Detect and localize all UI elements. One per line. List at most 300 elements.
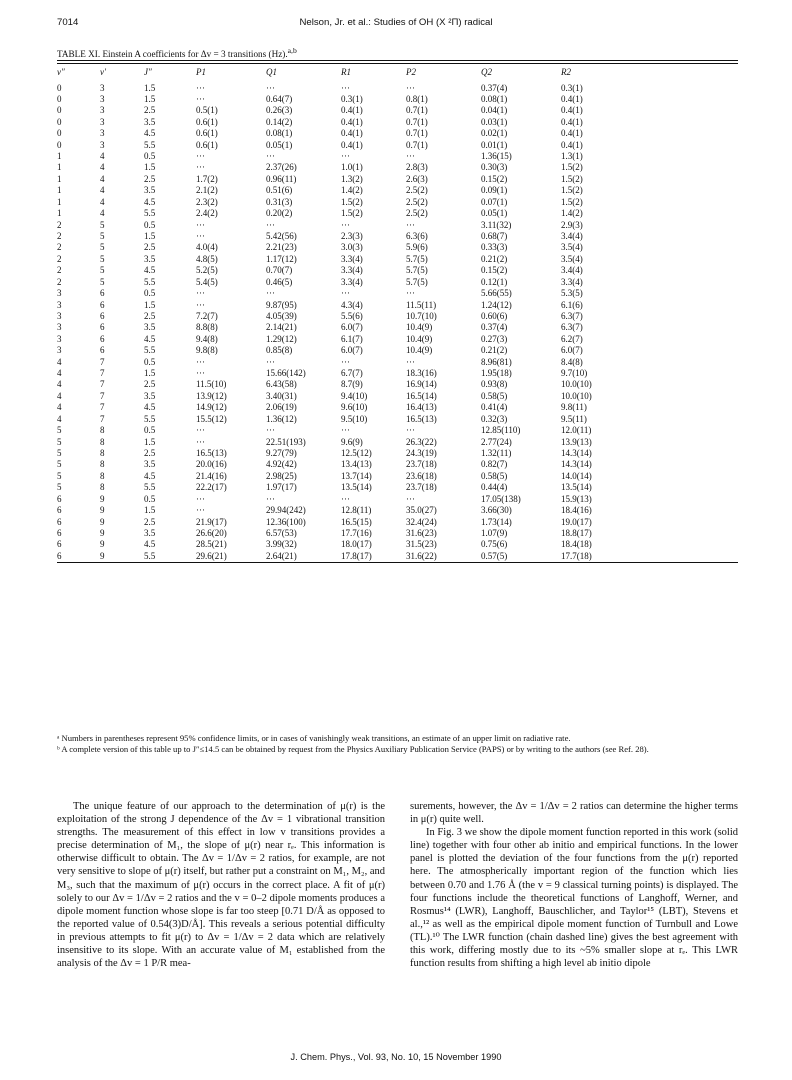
table-cell: 2.64(21) bbox=[266, 550, 297, 561]
table-cell: 22.51(193) bbox=[266, 436, 306, 447]
table-cell: 26.6(20) bbox=[196, 527, 227, 538]
table bbox=[57, 64, 738, 563]
table-cell: 5.7(5) bbox=[406, 265, 428, 276]
table-cell: 1.5(2) bbox=[341, 196, 363, 207]
table-cell: 9.4(8) bbox=[196, 333, 218, 344]
table-cell: 5 bbox=[57, 470, 62, 481]
table-cell: 1.5(2) bbox=[561, 196, 583, 207]
table-row bbox=[57, 345, 738, 356]
table-cell: 8 bbox=[100, 482, 105, 493]
table-cell: 0.70(7) bbox=[266, 265, 293, 276]
table-cell: 0.12(1) bbox=[481, 276, 508, 287]
table-cell: 3 bbox=[100, 82, 105, 93]
table-cell: 5 bbox=[100, 276, 105, 287]
table-cell: 20.0(16) bbox=[196, 459, 227, 470]
col-header-r1: R1 bbox=[341, 67, 351, 77]
table-cell: 1 bbox=[57, 162, 62, 173]
table-cell: 1 bbox=[57, 208, 62, 219]
table-cell: 4 bbox=[57, 413, 62, 424]
table-cell: 11.5(10) bbox=[196, 379, 227, 390]
table-cell: 0.3(1) bbox=[341, 93, 363, 104]
table-cell: 18.8(17) bbox=[561, 527, 592, 538]
table-cell: 6.1(7) bbox=[341, 333, 363, 344]
table-cell: 15.5(12) bbox=[196, 413, 227, 424]
table-cell: 5.4(5) bbox=[196, 276, 218, 287]
table-cell: 3.4(4) bbox=[561, 265, 583, 276]
table-cell: 4.5 bbox=[144, 470, 156, 481]
table-cell: ··· bbox=[341, 151, 350, 162]
table-caption-mark: a,b bbox=[287, 46, 297, 55]
table-cell: 0 bbox=[57, 82, 62, 93]
journal-footer: J. Chem. Phys., Vol. 93, No. 10, 15 November 1990 bbox=[290, 1052, 502, 1062]
table-caption-text: TABLE XI. Einstein A coefficients for Δv = 3 transitions (Hz). bbox=[57, 49, 288, 60]
table-cell: 1.95(18) bbox=[481, 368, 512, 379]
table-cell: 0.7(1) bbox=[406, 105, 428, 116]
table-cell: 23.7(18) bbox=[406, 482, 437, 493]
table-cell: 0.6(1) bbox=[196, 128, 218, 139]
table-cell: 4.0(4) bbox=[196, 242, 218, 253]
table-cell: 5.3(5) bbox=[561, 288, 583, 299]
table-row bbox=[57, 185, 738, 196]
col-header-r2: R2 bbox=[561, 67, 571, 77]
table-cell: 16.5(13) bbox=[406, 413, 437, 424]
table-cell: 26.3(22) bbox=[406, 436, 437, 447]
table-cell: 1.5(2) bbox=[561, 185, 583, 196]
table-cell: 12.8(11) bbox=[341, 505, 372, 516]
table-cell: 2.5 bbox=[144, 448, 156, 458]
table-cell: 0.04(1) bbox=[481, 105, 508, 116]
table-cell: 0.68(7) bbox=[481, 230, 508, 241]
table-cell: 0.7(1) bbox=[406, 139, 428, 150]
table-cell: 0.14(2) bbox=[266, 116, 293, 127]
table-cell: 2 bbox=[57, 242, 62, 253]
table-cell: 3.5(4) bbox=[561, 253, 583, 264]
table-cell: 18.0(17) bbox=[341, 539, 372, 550]
table-row bbox=[57, 117, 738, 128]
table-cell: ··· bbox=[406, 493, 415, 504]
table-row bbox=[57, 140, 738, 151]
table-cell: 8.96(81) bbox=[481, 356, 512, 367]
table-cell: 12.36(100) bbox=[266, 516, 306, 527]
table-cell: 5.5(6) bbox=[341, 310, 363, 321]
einstein-coefficient-table bbox=[57, 60, 738, 563]
table-cell: ··· bbox=[196, 93, 205, 104]
table-row bbox=[57, 528, 738, 539]
table-cell: 4 bbox=[57, 356, 62, 367]
table-cell: 3.5(4) bbox=[561, 242, 583, 253]
table-cell: 2.98(25) bbox=[266, 470, 297, 481]
table-cell: 5 bbox=[57, 482, 62, 493]
table-row bbox=[57, 402, 738, 413]
table-cell: 3 bbox=[57, 310, 62, 321]
table-cell: 0.4(1) bbox=[561, 116, 583, 127]
running-header bbox=[57, 17, 735, 31]
table-cell: 3 bbox=[100, 116, 105, 127]
table-cell: 5 bbox=[57, 459, 62, 470]
table-cell: 9 bbox=[100, 550, 105, 561]
table-cell: 4 bbox=[100, 173, 105, 184]
table-cell: 9.6(10) bbox=[341, 402, 368, 413]
table-cell: 3.5 bbox=[144, 459, 156, 470]
table-row bbox=[57, 425, 738, 436]
table-cell: 3.4(4) bbox=[561, 230, 583, 241]
table-cell: 0 bbox=[57, 105, 62, 116]
table-cell: 3.5 bbox=[144, 185, 156, 196]
table-cell: 4.3(4) bbox=[341, 299, 363, 310]
table-cell: 2.5(2) bbox=[406, 185, 428, 196]
table-cell: ··· bbox=[266, 425, 275, 436]
table-cell: 0 bbox=[57, 128, 62, 139]
table-cell: 0.58(5) bbox=[481, 470, 508, 481]
table-cell: 8 bbox=[100, 459, 105, 470]
table-cell: 5.5 bbox=[144, 276, 156, 287]
table-row bbox=[57, 220, 738, 231]
table-cell: 17.7(16) bbox=[341, 527, 372, 538]
table-cell: 7 bbox=[100, 413, 105, 424]
table-row bbox=[57, 277, 738, 288]
table-row bbox=[57, 105, 738, 116]
table-cell: ··· bbox=[266, 288, 275, 299]
table-cell: 5.66(55) bbox=[481, 288, 512, 299]
table-cell: 9.7(10) bbox=[561, 368, 588, 379]
table-cell: 0.4(1) bbox=[341, 128, 363, 139]
table-cell: 4.5 bbox=[144, 333, 156, 344]
table-cell: 4 bbox=[100, 208, 105, 219]
table-cell: 28.5(21) bbox=[196, 539, 227, 550]
body-column-left bbox=[57, 800, 385, 970]
table-cell: 18.4(18) bbox=[561, 539, 592, 550]
table-cell: 1.5 bbox=[144, 93, 156, 104]
table-cell: 1 bbox=[57, 185, 62, 196]
table-cell: 2.5 bbox=[144, 105, 156, 116]
table-cell: 11.5(11) bbox=[406, 299, 437, 310]
table-cell: 19.0(17) bbox=[561, 516, 592, 527]
table-row bbox=[57, 517, 738, 528]
table-cell: 22.2(17) bbox=[196, 482, 227, 493]
table-cell: ··· bbox=[196, 162, 205, 173]
table-cell: 6.7(7) bbox=[341, 368, 363, 379]
table-cell: 0.4(1) bbox=[561, 93, 583, 104]
table-row bbox=[57, 254, 738, 265]
table-cell: 1.73(14) bbox=[481, 516, 512, 527]
table-cell: ··· bbox=[406, 82, 415, 93]
table-cell: 1.4(2) bbox=[561, 208, 583, 219]
body-column-right bbox=[410, 800, 738, 970]
table-cell: 12.5(12) bbox=[341, 448, 372, 458]
table-cell: 8 bbox=[100, 448, 105, 458]
table-cell: 16.5(14) bbox=[406, 390, 437, 401]
table-cell: 0.7(1) bbox=[406, 128, 428, 139]
table-cell: 2.14(21) bbox=[266, 322, 297, 333]
table-row bbox=[57, 311, 738, 322]
table-cell: 23.6(18) bbox=[406, 470, 437, 481]
table-cell: 18.3(16) bbox=[406, 368, 437, 379]
table-cell: 13.5(14) bbox=[561, 482, 592, 493]
col-header-v-lower: v″ bbox=[57, 67, 65, 77]
table-cell: 17.7(18) bbox=[561, 550, 592, 561]
table-cell: 14.3(14) bbox=[561, 459, 592, 470]
table-cell: 5 bbox=[57, 425, 62, 436]
body-paragraph: surements, however, the Δv = 1/Δv = 2 ratios can determine the higher terms in μ(r) quite well. bbox=[410, 801, 738, 826]
table-cell: 5 bbox=[100, 230, 105, 241]
table-cell: 0.7(1) bbox=[406, 116, 428, 127]
table-cell: 2.3(2) bbox=[196, 196, 218, 207]
table-cell: 5.5 bbox=[144, 208, 156, 219]
table-cell: 1.5 bbox=[144, 505, 156, 516]
table-cell: 7 bbox=[100, 402, 105, 413]
table-cell: 4 bbox=[57, 379, 62, 390]
body-paragraph: The unique feature of our approach to the determination of μ(r) is the exploitation of the strong J dependence of the Δv = 1 vibrational transition strengths. The measurement of this effect in low v transitions provides a precise determination of M₁, the slope of μ(r) near rₑ. This information is otherwise difficult to obtain. The Δv = 1/Δv = 2 ratios, for example, are not very sensitive to slope of μ(r) itself, but rather put a constraint on M₁, M₂, and M₃, such that the maximum of μ(r) occurs in the correct place. A fit of μ(r) solely to our Δv = 1/Δv = 2 ratios and the v = 0–2 dipole moments produces a dipole moment function whose slope is far too steep [0.71 D/Å as opposed to the reported value of 0.54(3)D/Å]. This reveals a serious potential difficulty in previous attempts to fit μ(r) to Δv = 1/Δv = 2 data which are relatively insensitive to its slope. With an accurate value of M₁ established from the analysis of the Δv = 1 P/R mea- bbox=[57, 801, 385, 970]
table-cell: ··· bbox=[341, 288, 350, 299]
table-cell: 0.4(1) bbox=[561, 105, 583, 116]
table-cell: ··· bbox=[406, 219, 415, 230]
table-footnotes bbox=[57, 733, 738, 755]
table-cell: 1.5 bbox=[144, 368, 156, 379]
table-cell: ··· bbox=[196, 505, 205, 516]
table-cell: 13.4(13) bbox=[341, 459, 372, 470]
table-cell: 9 bbox=[100, 539, 105, 550]
table-cell: 1.5(2) bbox=[341, 208, 363, 219]
table-cell: 6 bbox=[100, 310, 105, 321]
table-cell: 0.15(2) bbox=[481, 173, 508, 184]
table-cell: 6 bbox=[100, 288, 105, 299]
table-cell: 6 bbox=[57, 493, 62, 504]
table-cell: 2.5(2) bbox=[406, 208, 428, 219]
table-cell: 4 bbox=[57, 390, 62, 401]
table-cell: 23.7(18) bbox=[406, 459, 437, 470]
table-cell: 4.5 bbox=[144, 539, 156, 550]
table-cell: ··· bbox=[196, 299, 205, 310]
table-cell: 18.4(16) bbox=[561, 505, 592, 516]
table-cell: 5.5 bbox=[144, 550, 156, 561]
table-cell: 0.5 bbox=[144, 356, 156, 367]
table-row bbox=[57, 414, 738, 425]
table-cell: 1.5 bbox=[144, 230, 156, 241]
table-cell: 0.08(1) bbox=[266, 128, 293, 139]
table-cell: 3.5 bbox=[144, 116, 156, 127]
table-cell: 13.7(14) bbox=[341, 470, 372, 481]
table-cell: 1.5(2) bbox=[561, 173, 583, 184]
table-cell: ··· bbox=[266, 493, 275, 504]
table-cell: 2.5 bbox=[144, 516, 156, 527]
table-cell: 31.6(23) bbox=[406, 527, 437, 538]
table-cell: ··· bbox=[196, 219, 205, 230]
table-cell: 0.05(1) bbox=[481, 208, 508, 219]
table-cell: 29.6(21) bbox=[196, 550, 227, 561]
table-cell: 6 bbox=[57, 527, 62, 538]
table-cell: 3 bbox=[57, 333, 62, 344]
table-cell: 0.41(4) bbox=[481, 402, 508, 413]
body-paragraph: In Fig. 3 we show the dipole moment function reported in this work (solid line) together with four other ab initio and empirical functions. In the lower panel is plotted the deviation of the four functions from the μ(r) reported here. The atmospherically important region of the function which lies between 0.70 and 1.76 Å (the v = 9 classical turning points) is displayed. The four functions include the theoretical functions of Langhoff, Werner, and Rosmus¹⁴ (LWR), Langhoff, Bauschlicher, and Taylor¹⁵ (LBT), Stevens et al.,¹² as well as the empirical dipole moment function of Turnbull and Lowe (TL).¹⁰ The LWR function (chain dashed line) gives the best agreement with this work, differing mostly due to its ~5% smaller slope at rₑ. This LWR function results from shifting a high level ab initio dipole bbox=[410, 827, 738, 970]
table-row bbox=[57, 368, 738, 379]
table-cell: 4 bbox=[100, 196, 105, 207]
table-cell: 2.5 bbox=[144, 242, 156, 253]
table-cell: 5 bbox=[57, 448, 62, 458]
table-cell: 9.8(11) bbox=[561, 402, 587, 413]
table-row bbox=[57, 482, 738, 493]
table-cell: 0.5 bbox=[144, 288, 156, 299]
table-cell: 4 bbox=[57, 402, 62, 413]
table-cell: 0.32(3) bbox=[481, 413, 508, 424]
table-cell: 1.24(12) bbox=[481, 299, 512, 310]
table-cell: 5.7(5) bbox=[406, 276, 428, 287]
table-cell: 0.5(1) bbox=[196, 105, 218, 116]
table-cell: 5 bbox=[100, 219, 105, 230]
table-cell: 7.2(7) bbox=[196, 310, 218, 321]
table-cell: ··· bbox=[196, 425, 205, 436]
col-header-j: J″ bbox=[144, 67, 152, 77]
table-row bbox=[57, 81, 738, 94]
table-cell: 2 bbox=[57, 230, 62, 241]
table-cell: 0.05(1) bbox=[266, 139, 293, 150]
table-cell: 5.9(6) bbox=[406, 242, 428, 253]
table-cell: 2.8(3) bbox=[406, 162, 428, 173]
table-cell: 32.4(24) bbox=[406, 516, 437, 527]
col-header-p1: P1 bbox=[196, 67, 206, 77]
table-cell: 0.8(1) bbox=[406, 93, 428, 104]
table-cell: 1.3(1) bbox=[561, 151, 583, 162]
table-row bbox=[57, 174, 738, 185]
table-cell: 0.75(6) bbox=[481, 539, 508, 550]
table-row bbox=[57, 357, 738, 368]
table-row bbox=[57, 391, 738, 402]
table-cell: 12.85(110) bbox=[481, 425, 521, 436]
table-row bbox=[57, 551, 738, 562]
table-row bbox=[57, 322, 738, 333]
table-cell: 9.5(11) bbox=[561, 413, 587, 424]
table-cell: 0.37(4) bbox=[481, 82, 508, 93]
table-cell: 0 bbox=[57, 93, 62, 104]
table-cell: 4 bbox=[100, 162, 105, 173]
table-cell: 12.0(11) bbox=[561, 425, 592, 436]
table-cell: 14.3(14) bbox=[561, 448, 592, 458]
table-cell: 6 bbox=[57, 550, 62, 561]
table-cell: ··· bbox=[266, 356, 275, 367]
table-cell: ··· bbox=[341, 82, 350, 93]
table-cell: 13.5(14) bbox=[341, 482, 372, 493]
table-cell: ··· bbox=[196, 230, 205, 241]
table-cell: 1.36(15) bbox=[481, 151, 512, 162]
table-cell: 0.08(1) bbox=[481, 93, 508, 104]
table-cell: 0.4(1) bbox=[561, 128, 583, 139]
table-cell: 1.97(17) bbox=[266, 482, 297, 493]
table-cell: 0.03(1) bbox=[481, 116, 508, 127]
table-cell: 8.4(8) bbox=[561, 356, 583, 367]
table-cell: 4 bbox=[57, 368, 62, 379]
table-cell: 3 bbox=[100, 105, 105, 116]
footnote-a: ᵃ Numbers in parentheses represent 95% confidence limits, or in cases of vanishingly weak transitions, an estimate of an upper limit on radiative rate. bbox=[57, 733, 571, 743]
table-cell: 0.27(3) bbox=[481, 333, 508, 344]
table-cell: ··· bbox=[341, 493, 350, 504]
table-cell: 6.0(7) bbox=[561, 345, 583, 356]
table-cell: 1.29(12) bbox=[266, 333, 297, 344]
table-cell: 0.96(11) bbox=[266, 173, 297, 184]
table-cell: ··· bbox=[341, 425, 350, 436]
table-cell: 3 bbox=[57, 299, 62, 310]
table-cell: 10.4(9) bbox=[406, 345, 433, 356]
table-cell: 2.4(2) bbox=[196, 208, 218, 219]
table-bottom-rule bbox=[57, 562, 738, 563]
table-cell: 3 bbox=[57, 322, 62, 333]
table-cell: 1.5 bbox=[144, 299, 156, 310]
table-cell: 8.7(9) bbox=[341, 379, 363, 390]
table-cell: 0.37(4) bbox=[481, 322, 508, 333]
table-cell: 13.9(13) bbox=[561, 436, 592, 447]
table-cell: 8.8(8) bbox=[196, 322, 218, 333]
table-cell: 0.07(1) bbox=[481, 196, 508, 207]
table-row bbox=[57, 94, 738, 105]
col-header-q1: Q1 bbox=[266, 67, 277, 77]
table-cell: 1.0(1) bbox=[341, 162, 363, 173]
page-number: 7014 bbox=[57, 17, 79, 28]
table-row bbox=[57, 300, 738, 311]
table-cell: 5.7(5) bbox=[406, 253, 428, 264]
table-cell: 13.9(12) bbox=[196, 390, 227, 401]
table-cell: 3.0(3) bbox=[341, 242, 363, 253]
table-cell: 7 bbox=[100, 356, 105, 367]
table-cell: 3.5 bbox=[144, 253, 156, 264]
table-cell: 2.3(3) bbox=[341, 230, 363, 241]
table-cell: 2.37(26) bbox=[266, 162, 297, 173]
table-cell: 0.21(2) bbox=[481, 345, 508, 356]
table-cell: 0.51(6) bbox=[266, 185, 293, 196]
table-cell: 16.5(13) bbox=[196, 448, 227, 458]
table-row bbox=[57, 265, 738, 276]
table-cell: ··· bbox=[196, 82, 205, 93]
table-cell: 9.5(10) bbox=[341, 413, 368, 424]
table-cell: 0.4(1) bbox=[341, 139, 363, 150]
table-cell: 1.5 bbox=[144, 82, 156, 93]
table-cell: 6 bbox=[57, 505, 62, 516]
table-cell: 1 bbox=[57, 173, 62, 184]
table-cell: 0.5 bbox=[144, 151, 156, 162]
table-row bbox=[57, 539, 738, 550]
col-header-v-upper: v′ bbox=[100, 67, 106, 77]
table-row bbox=[57, 208, 738, 219]
table-cell: 4.8(5) bbox=[196, 253, 218, 264]
table-cell: 3.3(4) bbox=[561, 276, 583, 287]
table-cell: 6 bbox=[100, 322, 105, 333]
table-row bbox=[57, 128, 738, 139]
table-row bbox=[57, 231, 738, 242]
table-cell: 1.5(2) bbox=[561, 162, 583, 173]
table-cell: 0.15(2) bbox=[481, 265, 508, 276]
running-title: Nelson, Jr. et al.: Studies of OH (X ²Π) radical bbox=[299, 17, 493, 28]
table-cell: 9 bbox=[100, 527, 105, 538]
table-cell: 9 bbox=[100, 505, 105, 516]
table-cell: ··· bbox=[406, 288, 415, 299]
table-cell: 0.02(1) bbox=[481, 128, 508, 139]
table-cell: 9.4(10) bbox=[341, 390, 368, 401]
table-cell: 2.06(19) bbox=[266, 402, 297, 413]
table-cell: 0.4(1) bbox=[341, 116, 363, 127]
table-cell: 2 bbox=[57, 253, 62, 264]
table-cell: 0.57(5) bbox=[481, 550, 508, 561]
table-cell: 3 bbox=[100, 139, 105, 150]
table-cell: 3 bbox=[57, 345, 62, 356]
table-cell: 2.21(23) bbox=[266, 242, 297, 253]
table-cell: 10.4(9) bbox=[406, 322, 433, 333]
table-cell: ··· bbox=[341, 219, 350, 230]
table-cell: 29.94(242) bbox=[266, 505, 306, 516]
table-cell: 0.26(3) bbox=[266, 105, 293, 116]
table-cell: 2.6(3) bbox=[406, 173, 428, 184]
table-cell: ··· bbox=[196, 288, 205, 299]
table-cell: 2.5 bbox=[144, 310, 156, 321]
table-row bbox=[57, 459, 738, 470]
table-cell: 15.9(13) bbox=[561, 493, 592, 504]
table-caption bbox=[57, 46, 297, 59]
